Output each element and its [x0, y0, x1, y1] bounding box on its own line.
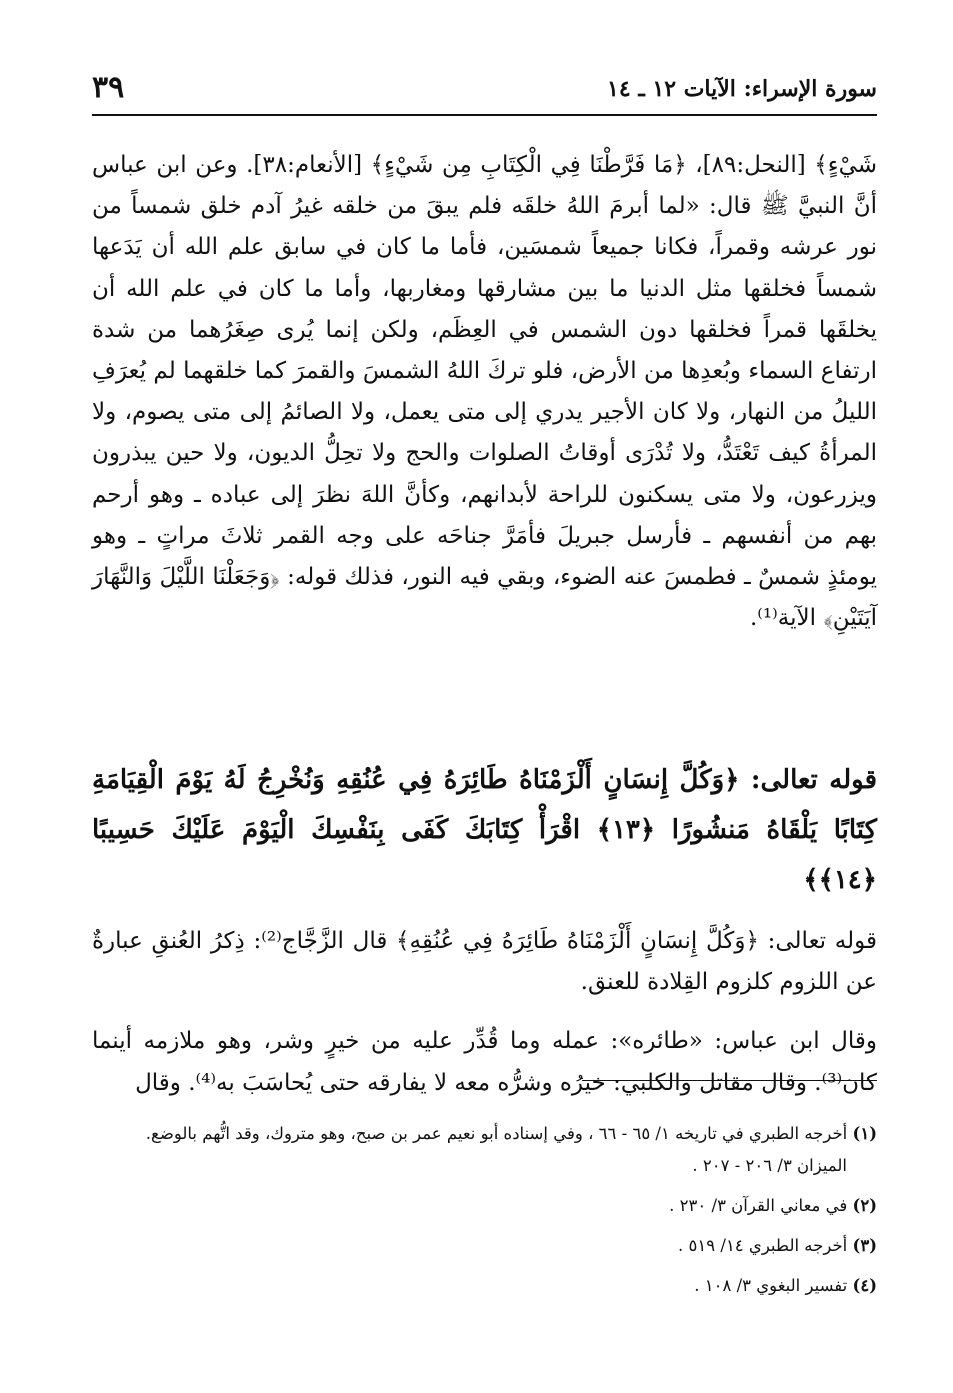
- footnote-text: أخرجه الطبري في تاريخه ١/ ٦٥ - ٦٦ ، وفي إسناده أبو نعيم عمر بن صبح، وهو متروك، وقد اتُّهم بالوضع. الميزان ٣/ ٢٠٦ - ٢٠٧ .: [145, 1124, 848, 1175]
- footnote-rule: [582, 1080, 877, 1081]
- page-number: ٣٩: [92, 70, 125, 105]
- footnote-label: (٤): [852, 1276, 877, 1295]
- body-text: [92, 145, 877, 1104]
- ibn-abbas-paragraph: وقال ابن عباس: «طائره»: عمله وما قُدِّر عليه من خيرٍ وشر، وهو ملازمه أينما كان⁽³⁾. وقال مقاتل والكلبي: خيرُه وشرُّه معه لا يفارقه حتى يُحاسَبَ به⁽⁴⁾. وقال: [92, 1028, 877, 1096]
- footnote-2: [92, 1190, 877, 1222]
- footnote-label: (٣): [852, 1236, 877, 1255]
- surah-title: سورة الإسراء: الآيات ١٢ ـ ١٤: [607, 76, 877, 102]
- footnote-text: في معاني القرآن ٣/ ٢٣٠ .: [669, 1196, 848, 1215]
- intro-paragraph: شَيْءٍ﴾ [النحل:٨٩]، ﴿مَا فَرَّطْنَا فِي الْكِتَابِ مِن شَيْءٍ﴾ [الأنعام:٣٨]. وعن ابن عباس أنَّ النبيَّ ﷺ قال: «لما أبرمَ اللهُ خلقَه فلم يبقَ من خلقه غيرُ آدم خلق شمساً من نور عرشه وقمراً، فكانا جميعاً شمسَين، فأما ما كان في سابق علم الله أن يَدَعها شمساً فخلقها مثل الدنيا ما بين مشارقها ومغاربها، وأما ما كان في علم الله أن يخلقَها قمراً فخلقها دون الشمس في العِظَم، ولكن إنما يُرى صِغَرُهما من شدة ارتفاع السماء وبُعدِها من الأرض، فلو تركَ اللهُ الشمسَ والقمرَ كما خلقهما لم يُعرَفِ الليلُ من النهار، ولا كان الأجير يدري إلى متى يعمل، ولا الصائمُ إلى متى يصوم، ولا المرأةُ كيف تَعْتَدُّ، ولا تُدْرَى أوقاتُ الصلوات والحج ولا تحِلُّ الديون، ولا حين يبذرون ويزرعون، ولا متى يسكنون للراحة لأبدانهم، وكأنَّ اللهَ نظرَ إلى عباده ـ وهو أرحم بهم من أنفسهم ـ فأرسل جبريلَ فأمَرَّ جناحَه على وجه القمر ثلاثَ مراتٍ ـ وهو يومئذٍ شمسٌ ـ فطمسَ عنه الضوء، وبقي فيه النور، فذلك قوله: ﴿وَجَعَلْنَا اللَّيْلَ وَالنَّهَارَ آيَتَيْنِ﴾ الآية⁽¹⁾.: [92, 152, 878, 632]
- footnote-4: [92, 1270, 877, 1302]
- footnotes: [92, 1118, 877, 1310]
- verse-heading: قوله تعالى: ﴿وَكُلَّ إِنسَانٍ أَلْزَمْنَاهُ طَائِرَهُ فِي عُنُقِهِ وَنُخْرِجُ لَهُ يَوْمَ الْقِيَامَةِ كِتَابًا يَلْقَاهُ مَنشُورًا ﴿١٣﴾ اقْرَأْ كِتَابَكَ كَفَى بِنَفْسِكَ الْيَوْمَ عَلَيْكَ حَسِيبًا ﴿١٤﴾﴾: [92, 765, 877, 895]
- commentary-paragraph: قوله تعالى: ﴿وَكُلَّ إِنسَانٍ أَلْزَمْنَاهُ طَائِرَهُ فِي عُنُقِهِ﴾ قال الزَّجَّاج⁽²⁾: ذِكرُ العُنقِ عبارةٌ عن اللزوم كلزوم القِلادة للعنق.: [92, 928, 877, 996]
- footnote-1: [92, 1118, 877, 1182]
- footnote-text: تفسير البغوي ٣/ ١٠٨ .: [694, 1276, 848, 1295]
- footnote-text: أخرجه الطبري ١٤/ ٥١٩ .: [678, 1236, 848, 1255]
- header-rule: [92, 114, 877, 116]
- footnote-label: (٢): [852, 1196, 877, 1215]
- footnote-label: (١): [852, 1124, 877, 1143]
- footnote-3: [92, 1230, 877, 1262]
- page-header: [92, 70, 877, 120]
